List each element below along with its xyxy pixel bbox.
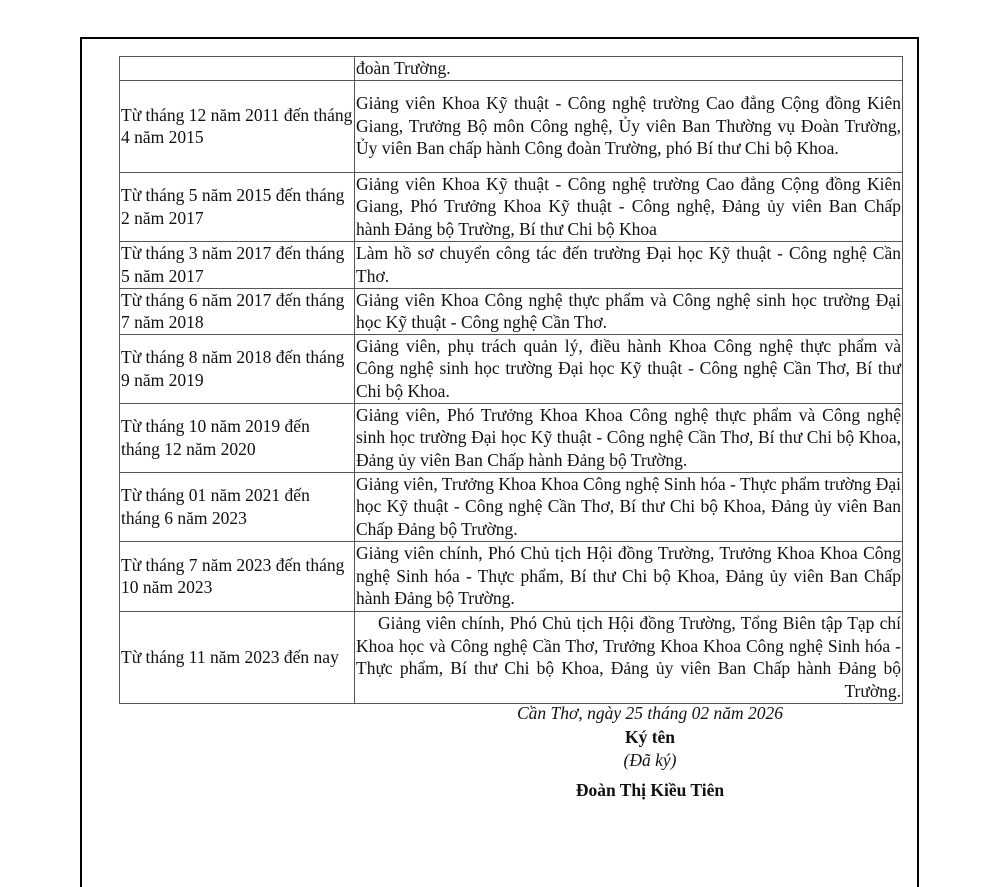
table-row	[120, 241, 903, 288]
signature-note: (Đã ký)	[623, 750, 677, 770]
table-row	[120, 541, 903, 611]
table-row	[120, 288, 903, 334]
period-cell	[120, 57, 355, 81]
table-row	[120, 611, 903, 703]
table-row	[120, 472, 903, 541]
description-cell: Giảng viên Khoa Công nghệ thực phẩm và Công nghệ sinh học trường Đại học Kỹ thuật - Công nghệ Cần Thơ.	[356, 289, 901, 332]
description-cell: Giảng viên, Phó Trưởng Khoa Khoa Công nghệ thực phẩm và Công nghệ sinh học trường Đại học Kỹ thuật - Công nghệ Cần Thơ, Bí thư Chi bộ Khoa, Đảng ủy viên Ban Chấp hành Đảng bộ Trường.	[355, 403, 903, 472]
description-cell: Giảng viên Khoa Kỹ thuật - Công nghệ trường Cao đẳng Cộng đồng Kiên Giang, Phó Trưởng Khoa Kỹ thuật - Công nghệ, Đảng ủy viên Ban Chấp hành Đảng bộ Trường, Bí thư Chi bộ Khoa	[355, 172, 903, 241]
signature-date-line: Cần Thơ, ngày 25 tháng 02 năm 2026	[516, 703, 783, 723]
work-history-table	[119, 56, 903, 704]
signature-title: Ký tên	[624, 727, 676, 747]
table-row	[120, 403, 903, 472]
period-cell: Từ tháng 10 năm 2019 đến tháng 12 năm 2020	[120, 403, 355, 472]
period-cell: Từ tháng 3 năm 2017 đến tháng 5 năm 2017	[120, 241, 355, 288]
table-row	[120, 80, 903, 172]
description-cell: Giảng viên chính, Phó Chủ tịch Hội đồng Trường, Trưởng Khoa Khoa Công nghệ Sinh hóa - Thực phẩm, Bí thư Chi bộ Khoa, Đảng ủy viên Ban Chấp hành Đảng bộ Trường.	[355, 541, 903, 611]
period-cell: Từ tháng 7 năm 2023 đến tháng 10 năm 2023	[120, 541, 355, 611]
description-cell: Làm hồ sơ chuyển công tác đến trường Đại học Kỹ thuật - Công nghệ Cần Thơ.	[355, 241, 903, 288]
period-cell: Từ tháng 11 năm 2023 đến nay	[120, 611, 355, 703]
description-cell: Giảng viên, phụ trách quản lý, điều hành Khoa Công nghệ thực phẩm và Công nghệ sinh học trường Đại học Kỹ thuật - Công nghệ Cần Thơ, Bí thư Chi bộ Khoa.	[355, 334, 903, 403]
table-row	[120, 334, 903, 403]
description-cell: đoàn Trường.	[355, 57, 903, 81]
table-row	[120, 172, 903, 241]
table-row	[120, 57, 903, 81]
description-cell: Giảng viên Khoa Kỹ thuật - Công nghệ trường Cao đẳng Cộng đồng Kiên Giang, Trưởng Bộ môn Công nghệ, Ủy viên Ban Thường vụ Đoàn Trường, Ủy viên Ban chấp hành Công đoàn Trường, phó Bí thư Chi bộ Khoa.	[355, 80, 903, 172]
period-cell: Từ tháng 12 năm 2011 đến tháng 4 năm 2015	[120, 80, 355, 172]
description-cell: Giảng viên chính, Phó Chủ tịch Hội đồng Trường, Tổng Biên tập Tạp chí Khoa học và Công nghệ Cần Thơ, Trưởng Khoa Khoa Công nghệ Sinh hóa - Thực phẩm, Bí thư Chi bộ Khoa, Đảng ủy viên Ban Chấp hành Đảng bộ Trường.	[355, 611, 903, 703]
signer-name: Đoàn Thị Kiều Tiên	[575, 780, 725, 800]
period-cell: Từ tháng 6 năm 2017 đến tháng 7 năm 2018	[120, 288, 355, 334]
period-cell: Từ tháng 8 năm 2018 đến tháng 9 năm 2019	[120, 334, 355, 403]
period-cell: Từ tháng 01 năm 2021 đến tháng 6 năm 2023	[120, 472, 355, 541]
period-cell: Từ tháng 5 năm 2015 đến tháng 2 năm 2017	[120, 172, 355, 241]
description-cell: Giảng viên, Trưởng Khoa Khoa Công nghệ Sinh hóa - Thực phẩm trường Đại học Kỹ thuật - Công nghệ Cần Thơ, Bí thư Chi bộ Khoa, Đảng ủy viên Ban Chấp Đảng bộ Trường.	[355, 472, 903, 541]
